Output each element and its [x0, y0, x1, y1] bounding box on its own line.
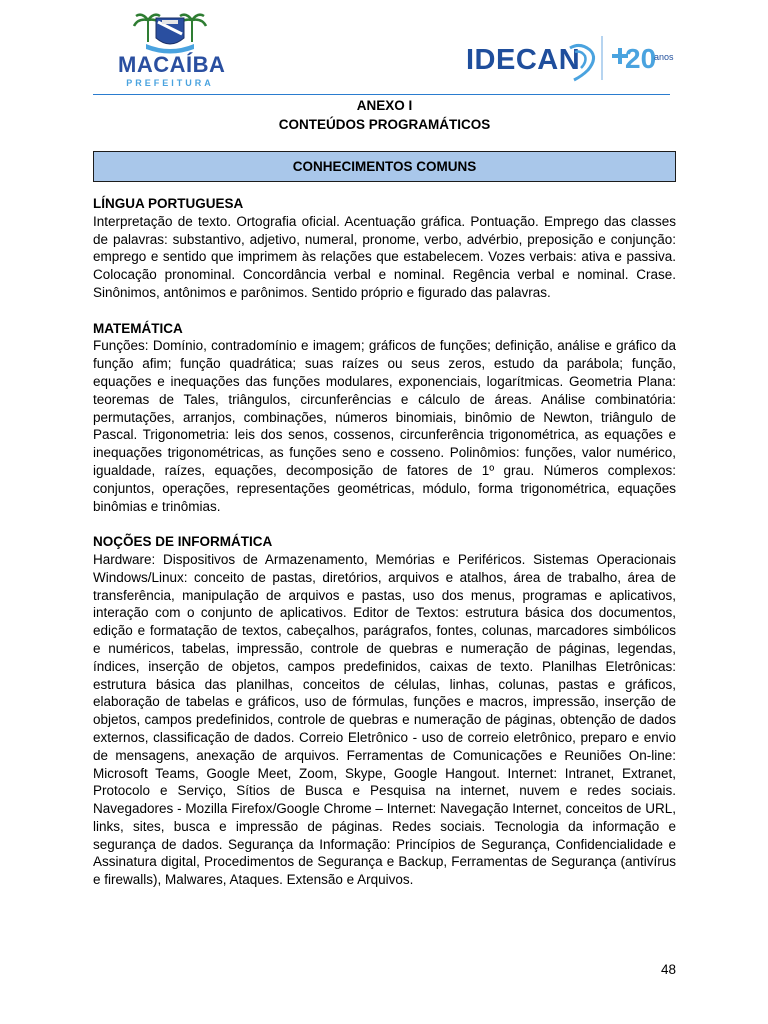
- annex-subtitle: CONTEÚDOS PROGRAMÁTICOS: [278, 117, 491, 132]
- annex-title: ANEXO I: [356, 98, 413, 113]
- macaiba-crest-icon: [118, 12, 222, 56]
- macaiba-name: MACAÍBA: [118, 52, 226, 77]
- section-nocoes-informatica: [93, 533, 676, 889]
- idecan-logo: [462, 30, 682, 84]
- macaiba-subtitle: PREFEITURA: [126, 78, 214, 88]
- section-banner: CONHECIMENTOS COMUNS: [93, 151, 676, 182]
- section-body: Interpretação de texto. Ortografia oficial. Acentuação gráfica. Pontuação. Emprego das classes de palavras: substantivo, adjetivo, numeral, pronome, verbo, advérbio, preposição e conjunção: emprego e sentido que imprimem às relações que estabelecem. Vozes verbais: ativa e passiva. Colocação pronominal. Concordância verbal e nominal. Regência verbal e nominal. Crase. Sinônimos, antônimos e parônimos. Sentido próprio e figurado das palavras.: [93, 213, 676, 300]
- anniversary-number: 20: [625, 43, 657, 74]
- section-body: Hardware: Dispositivos de Armazenamento, Memórias e Periféricos. Sistemas Operacionais Windows/Linux: conceito de pastas, diretórios, arquivos e atalhos, área de trabalho, área de transferência, manipulação de arquivos e pastas, uso dos menus, programas e aplicativos, interação com o conjunto de aplicativos. Editor de Textos: estrutura básica dos documentos, edição e formatação de textos, cabeçalhos, parágrafos, fontes, colunas, marcadores simbólicos e numéricos, tabelas, impressão, controle de quebras e numeração de páginas, legendas, índices, inserção de objetos, campos predefinidos, caixas de texto. Planilhas Eletrônicas: estrutura básica das planilhas, conceitos de células, linhas, colunas, pastas e gráficos, elaboração de tabelas e gráficos, uso de fórmulas, funções e macros, impressão, inserção de objetos, campos predefinidos, controle de quebras e numeração de páginas, obtenção de dados externos, classificação de dados. Correio Eletrônico - uso de correio eletrônico, preparo e envio de mensagens, anexação de arquivos. Ferramentas de Comunicações e Reuniões On-line: Microsoft Teams, Google Meet, Zoom, Skype, Google Hangout. Internet: Intranet, Extranet, Protocolo e Serviço, Sítios de Busca e Pesquisa na internet, nuvem e redes sociais. Navegadores - Mozilla Firefox/Google Chrome – Internet: Navegação Internet, conceitos de URL, links, sites, busca e impressão de páginas. Redes sociais. Tecnologia da informação e segurança de dados. Segurança da Informação: Princípios de Segurança, Confidencialidade e Assinatura digital, Procedimentos de Segurança e Backup, Ferramentas de Segurança (antivírus e firewalls), Malwares, Ataques. Extensão e Arquivos.: [93, 551, 676, 888]
- idecan-name: IDECAN: [466, 44, 581, 76]
- page-number: 48: [660, 962, 676, 977]
- idecan-emblem-icon: [462, 30, 682, 84]
- section-title: NOÇÕES DE INFORMÁTICA: [93, 534, 273, 550]
- section-matematica: [93, 320, 676, 516]
- section-title: MATEMÁTICA: [93, 320, 183, 336]
- macaiba-logo: [118, 12, 226, 88]
- section-body: Funções: Domínio, contradomínio e imagem; gráficos de funções; definição, análise e gráfico da função afim; função quadrática; suas raízes ou seus zeros, estudo da parábola; função, equações e inequações das funções modulares, exponenciais, logarítmicas. Geometria Plana: teoremas de Tales, triângulos, circunferências e cálculo de áreas. Análise combinatória: permutações, arranjos, combinações, números binomiais, binômio de Newton, triângulo de Pascal. Trigonometria: leis dos senos, cossenos, circunferência trigonométrica, as equações e inequações trigonométricas, as funções seno e cosseno. Polinômios: funções, valor numérico, igualdade, raízes, equações, decomposição de fatores de 1º grau. Números complexos: conjuntos, operações, representações geométricas, módulo, forma trigonométrica, equações binômias e trinômias.: [93, 338, 676, 514]
- section-title: LÍNGUA PORTUGUESA: [93, 196, 244, 211]
- page-title-block: [93, 96, 676, 134]
- section-lingua-portuguesa: [93, 195, 676, 302]
- header-divider: [93, 94, 670, 95]
- syllabus-content: [93, 195, 676, 907]
- anniversary-word: anos: [654, 52, 674, 62]
